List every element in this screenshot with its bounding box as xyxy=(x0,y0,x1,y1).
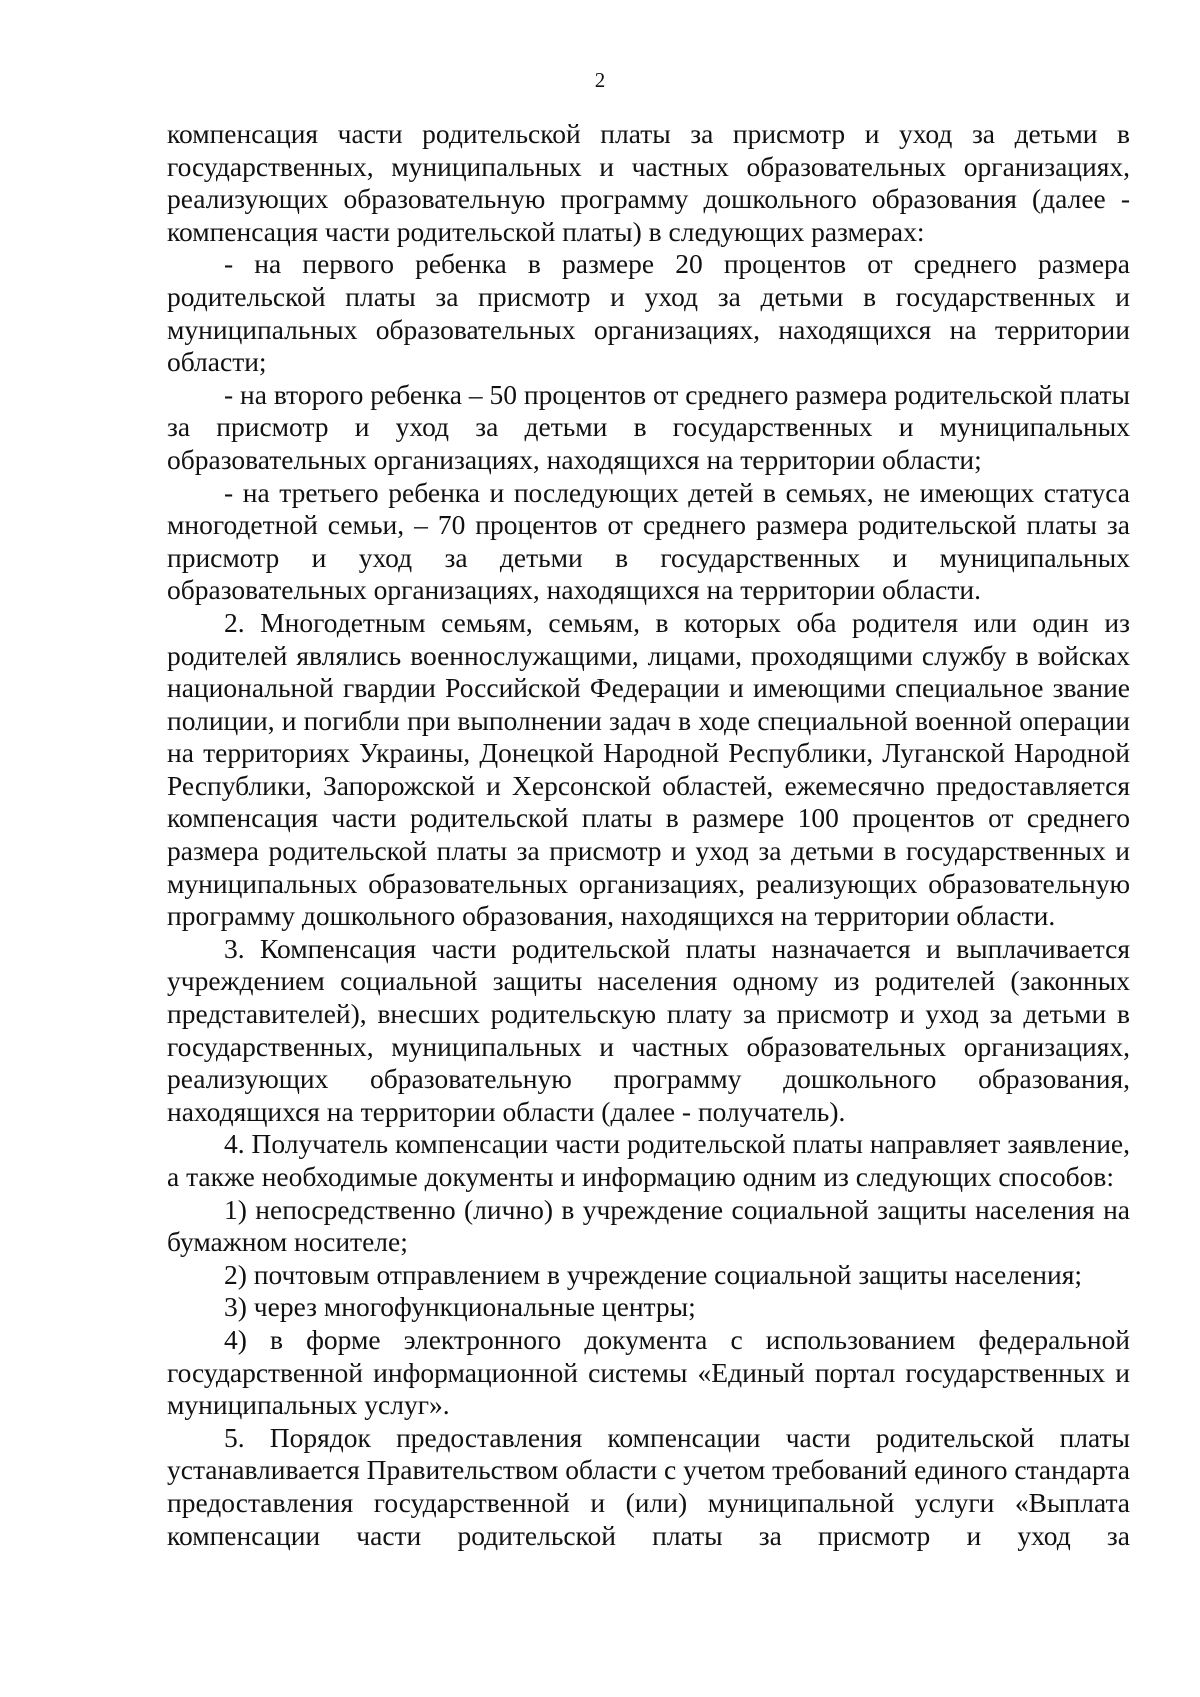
paragraph-clause-5: 5. Порядок предоставления компенсации части родительской платы устанавливается Правительством области с учетом требований единого стандарта предоставления государственной и (или) муниципальной услуги «Выплата компенсации части родительской платы за присмотр и уход за xyxy=(167,1421,1130,1551)
paragraph-item-first-child: - на первого ребенка в размере 20 процентов от среднего размера родительской платы за присмотр и уход за детьми в государственных и муниципальных образовательных организациях, находящихся на территории области; xyxy=(167,248,1130,378)
page-number: 2 xyxy=(594,68,606,92)
paragraph-clause-4: 4. Получатель компенсации части родительской платы направляет заявление, а также необходимые документы и информацию одним из следующих способов: xyxy=(167,1128,1130,1192)
paragraph-method-2: 2) почтовым отправлением в учреждение социальной защиты населения; xyxy=(224,1258,1082,1290)
paragraph-item-second-child: - на второго ребенка – 50 процентов от среднего размера родительской платы за присмотр и уход за детьми в государственных и муниципальных образовательных организациях, находящихся на территории области; xyxy=(167,378,1130,475)
document-body xyxy=(167,118,1130,1552)
paragraph-method-1: 1) непосредственно (лично) в учреждение социальной защиты населения на бумажном носителе; xyxy=(167,1193,1130,1258)
paragraph-method-4: 4) в форме электронного документа с использованием федеральной государственной информационной системы «Единый портал государственных и муниципальных услуг». xyxy=(167,1323,1130,1421)
paragraph-method-3: 3) через многофункциональные центры; xyxy=(224,1291,696,1323)
paragraph-clause-3: 3. Компенсация части родительской платы назначается и выплачивается учреждением социальной защиты населения одному из родителей (законных представителей), внесших родительскую плату за присмотр и уход за детьми в государственных, муниципальных и частных образовательных организациях, реализующих образовательную программу дошкольного образования, находящихся на территории области (далее - получатель). xyxy=(167,932,1130,1127)
paragraph-clause-2: 2. Многодетным семьям, семьям, в которых оба родителя или один из родителей являлись военнослужащими, лицами, проходящими службу в войсках национальной гвардии Российской Федерации и имеющими специальное звание полиции, и погибли при выполнении задач в ходе специальной военной операции на территориях Украины, Донецкой Народной Республики, Луганской Народной Республики, Запорожской и Херсонской областей, ежемесячно предоставляется компенсация части родительской платы в размере 100 процентов от среднего размера родительской платы за присмотр и уход за детьми в государственных и муниципальных образовательных организациях, реализующих образовательную программу дошкольного образования, находящихся на территории области. xyxy=(167,606,1130,932)
paragraph-item-third-child: - на третьего ребенка и последующих детей в семьях, не имеющих статуса многодетной семьи, – 70 процентов от среднего размера родительской платы за присмотр и уход за детьми в государственных и муниципальных образовательных организациях, находящихся на территории области. xyxy=(167,476,1130,606)
paragraph-continuation: компенсация части родительской платы за присмотр и уход за детьми в государственных, муниципальных и частных образовательных организациях, реализующих образовательную программу дошкольного образования (далее - компенсация части родительской платы) в следующих размерах: xyxy=(167,118,1130,247)
